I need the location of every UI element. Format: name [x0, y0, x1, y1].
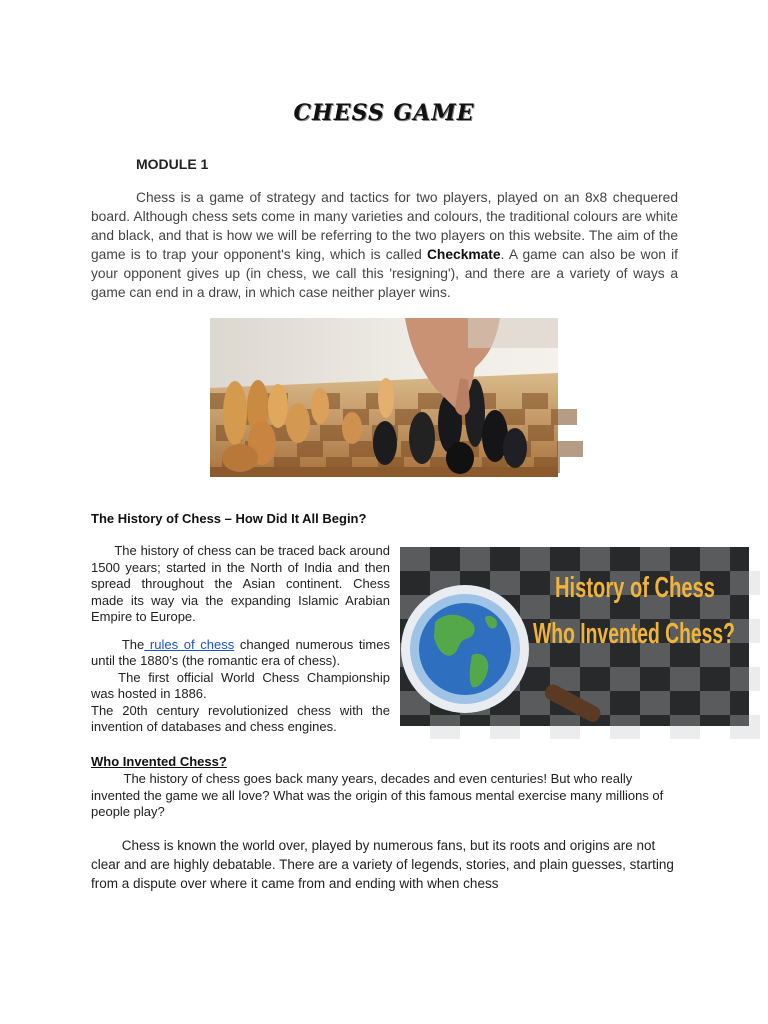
history-heading: The History of Chess – How Did It All Begin?	[91, 511, 367, 526]
history-text	[91, 543, 390, 736]
checkmate-term: Checkmate	[426, 247, 501, 262]
rules-of-chess-link[interactable]: rules of chess	[144, 636, 235, 652]
history-p3-text: The first official World Chess Championship was hosted in 1886.	[91, 669, 390, 701]
history-p2-suffix: changed numerous times until the 1880’s (the romantic era of chess).	[91, 636, 390, 668]
chess-photo	[210, 318, 558, 477]
page-title: CHESS GAME	[293, 100, 475, 126]
origins-paragraph	[91, 836, 678, 893]
intro-text: Chess is a game of strategy and tactics for two players, played on an 8x8 chequered board. Although chess sets come in many varieties and colours, the traditional colours are white and black, and that is how we will be referring to the two players on this website. The aim of the game is to trap your opponent's king, which is called	[91, 190, 678, 262]
history-p1-text: The history of chess can be traced back around 1500 years; started in the North of India and then spread throughout the Asian continent. Chess made its way via the expanding Islamic Arabian Empire to Europe.	[91, 543, 390, 624]
who-invented-heading: Who Invented Chess?	[91, 754, 227, 769]
history-of-chess-image	[400, 547, 749, 726]
who-invented-text: The history of chess goes back many years, decades and even centuries! But who really invented the game we all love? What was the origin of this famous mental exercise many millions of people play?	[91, 771, 664, 819]
badge-title-line2: Who Invented Chess?	[533, 618, 735, 650]
origins-text: Chess is known the world over, played by numerous fans, but its roots and origins are not clear and are highly debatable. There are a variety of legends, stories, and plain guesses, starting from a dispute over where it came from and ending with when chess	[91, 838, 674, 891]
history-paragraph-3	[91, 670, 390, 703]
badge-title-line1: History of Chess	[555, 572, 715, 604]
intro-text-end: . A game can also be won if your opponent gives up (in chess, we call this 'resigning'), and there are a variety of ways a game can end in a draw, in which case neither player wins.	[91, 247, 679, 300]
who-invented-paragraph	[91, 771, 678, 821]
history-paragraph-2	[91, 637, 390, 670]
history-paragraph-1	[91, 543, 390, 626]
module-heading: MODULE 1	[136, 156, 209, 172]
intro-paragraph	[91, 188, 678, 302]
history-paragraph-4: The 20th century revolutionized chess with the invention of databases and chess engines.	[91, 702, 390, 734]
history-p2-prefix: The	[121, 636, 145, 652]
